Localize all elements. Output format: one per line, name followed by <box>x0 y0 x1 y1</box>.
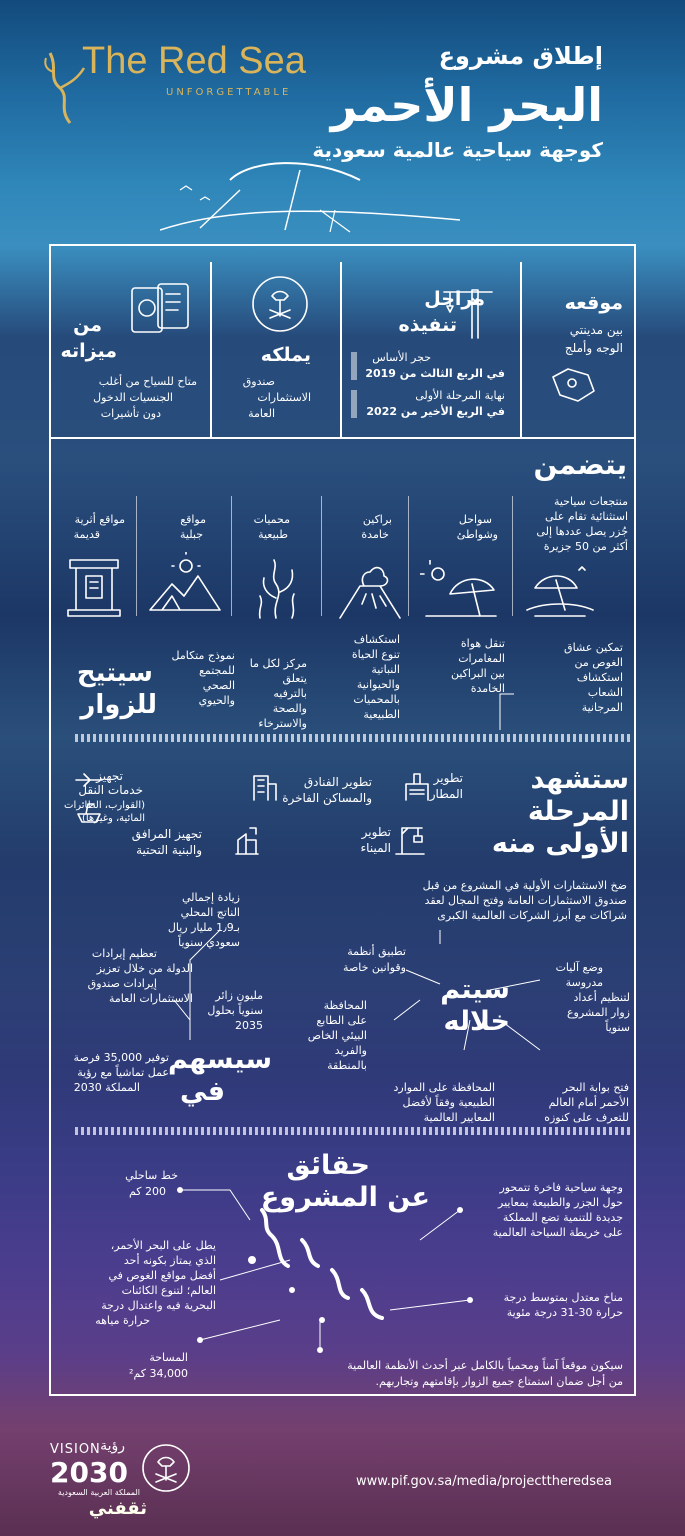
through-item-3-line-5: سنوياً <box>605 1021 630 1034</box>
contribute-title-2: في <box>180 1076 225 1107</box>
visitor-item-1-line-1: تمكين عشاق <box>564 641 623 654</box>
contribute-item-4-line-1: توفير 35,000 فرصة <box>73 1051 169 1064</box>
stage-2-line-2: في الربع الأخير من 2022 <box>366 405 505 418</box>
stage-1-line-1: حجر الأساس <box>372 351 431 364</box>
contribute-item-4-line-3: المملكة 2030 <box>73 1081 140 1094</box>
visitor-item-5-line-1: نموذج متكامل <box>171 649 235 662</box>
airport-line-1: تطوير <box>433 771 463 785</box>
include-col-6-label-1: مواقع أثرية <box>74 513 125 526</box>
top-col-divider-2 <box>340 262 342 438</box>
contribute-item-3-line-3: 2035 <box>235 1019 263 1032</box>
visitor-item-5-line-2: للمجتمع <box>199 664 235 677</box>
stage-2-line-1: نهاية المرحلة الأولى <box>415 389 505 402</box>
visitor-item-4-line-1: مركز لكل ما <box>249 657 307 670</box>
through-item-4-line-4: والفريد <box>334 1044 367 1057</box>
features-title-2: ميزاته <box>60 340 117 362</box>
include-sep-3 <box>321 496 322 616</box>
include-col-3-label-2: خامدة <box>361 528 389 541</box>
owner-text-1: صندوق <box>242 375 275 388</box>
contribute-item-2-line-3: إيرادات صندوق <box>87 977 157 990</box>
transport-line-1: تجهيز <box>96 769 123 783</box>
fact-redsea-line-3: أفضل مواقع الغوص في <box>108 1269 216 1282</box>
fact-redsea-line-2: الذي يمتاز بكونه أحد <box>123 1254 216 1267</box>
visitor-item-4-line-3: بالترفيه <box>273 687 307 700</box>
stage-bar-2 <box>351 390 357 418</box>
include-sep-1 <box>512 496 513 616</box>
fact-redsea-line-4: العالم؛ لتنوع الكائنات <box>121 1284 216 1297</box>
include-sep-4 <box>231 496 232 616</box>
includes-title: يتضمن <box>533 448 627 481</box>
features-title-1: من <box>73 314 102 336</box>
stages-title-1: مراحل <box>424 288 485 310</box>
visitor-item-3-line-4: والحيوانية <box>356 678 400 691</box>
visitor-item-3-line-3: النباتية <box>371 663 400 676</box>
beach-umbrella-icon <box>420 560 500 620</box>
through-item-1-line-1: ضخ الاستثمارات الأولية في المشروع من قبل <box>422 879 627 892</box>
through-item-3-line-2: مدروسة <box>565 976 603 989</box>
fact-climate-line-1: مناخ معتدل بمتوسط درجة <box>503 1291 623 1304</box>
fact-security-line-2: من أجل ضمان استمتاع جميع الزوار بإقامتهم وتجاربهم. <box>375 1375 623 1388</box>
contribute-title-1: سيسهم <box>167 1044 272 1075</box>
through-item-3-line-3: لتنظيم أعداد <box>573 991 630 1004</box>
stages-title-2: تنفيذه <box>398 314 457 336</box>
include-col-3-label-1: براكين <box>362 513 392 526</box>
port-line-1: تطوير <box>361 825 391 839</box>
contribute-item-3-line-2: سنوياً بحلول <box>207 1004 263 1017</box>
airport-icon <box>402 770 432 802</box>
through-connector-lines <box>380 930 560 1070</box>
transport-line-4: المائية، وغيرها) <box>81 813 145 824</box>
through-item-3-line-1: وضع آليات <box>555 961 603 974</box>
features-text-1: متاح للسياح من أغلب <box>98 375 197 388</box>
contribute-item-1-line-4: سعودي سنوياً <box>178 936 240 949</box>
vision-ar: رؤية <box>100 1438 125 1454</box>
infra-line-2: والبنية التحتية <box>136 843 202 857</box>
saudi-map-pin-icon <box>548 365 598 405</box>
pif-footer-emblem-icon <box>140 1442 192 1494</box>
fact-security-line-1: سيكون موقعاً آمناً ومحمياً بالكامل عبر أحدث الأنظمة العالمية <box>347 1359 623 1372</box>
through-item-2-line-2: وقوانين خاصة <box>343 961 406 974</box>
visitor-item-3-line-6: الطبيعية <box>363 708 400 721</box>
location-text-1: بين مدينتي <box>569 323 623 337</box>
vision-year: 2030 <box>50 1456 128 1489</box>
owner-text-3: العامة <box>248 407 275 420</box>
visitors-title-1: سيتيح <box>76 658 153 688</box>
port-line-2: الميناء <box>360 841 391 855</box>
through-item-6-line-2: الأحمر أمام العالم <box>548 1096 629 1109</box>
include-col-1-label-2: استثنائية تقام على <box>544 510 628 523</box>
fact-area-line-2: 34,000 كم² <box>129 1367 188 1380</box>
hotels-line-2: والمساكن الفاخرة <box>282 791 372 805</box>
include-col-4-label-1: محميات <box>253 513 290 526</box>
include-col-4-label-2: طبيعية <box>258 528 288 541</box>
through-item-6-line-1: فتح بوابة البحر <box>562 1081 629 1094</box>
location-text-2: الوجه وأملج <box>564 341 623 355</box>
contribute-item-2-line-2: الدولة من خلال تعزيز <box>96 962 193 975</box>
stage-1-line-2: في الربع الثالث من 2019 <box>365 367 505 380</box>
visitor-item-4-line-4: والصحة <box>272 702 307 715</box>
vision-sub: المملكة العربية السعودية <box>57 1488 140 1497</box>
include-col-1-label-4: أكثر من 50 جزيرة <box>543 540 628 553</box>
top-col-divider-3 <box>210 262 212 438</box>
transport-line-3: (القوارب، الطائرات <box>64 800 145 811</box>
contribute-item-1-line-1: زيادة إجمالي <box>182 891 240 904</box>
through-item-4-line-3: البيئي الخاص <box>307 1029 367 1042</box>
passport-icon <box>128 282 192 342</box>
mountains-icon <box>148 552 222 616</box>
visitors-title-2: للزوار <box>80 690 157 720</box>
include-col-1-label-3: جُزر يصل عددها إلى <box>536 525 628 538</box>
visitor-item-4-line-5: والاسترخاء <box>258 717 307 730</box>
contribute-item-2-line-1: تعظيم إيرادات <box>91 947 157 960</box>
include-col-1-label-1: منتجعات سياحية <box>553 495 628 508</box>
volcano-icon <box>336 556 404 620</box>
visitor-item-1-line-3: استكشاف <box>576 671 623 684</box>
through-item-5-line-1: المحافظة على الموارد <box>393 1081 495 1094</box>
through-item-5-line-2: الطبيعية وفقاً لأفضل <box>402 1096 495 1109</box>
through-item-3-line-4: زوار المشروع <box>566 1006 630 1019</box>
visitor-item-2-line-2: المغامرات <box>458 652 505 665</box>
visitor-item-1-line-5: المرجانية <box>581 701 623 714</box>
contribute-item-4-line-2: عمل تماشياً مع رؤية <box>77 1066 169 1079</box>
watermark: ثقفني <box>88 1498 147 1519</box>
island-umbrella-icon <box>525 562 595 618</box>
header-subtitle: كوجهة سياحية عالمية سعودية <box>312 138 603 162</box>
infra-line-1: تجهيز المرافق <box>131 827 202 841</box>
section-divider-2 <box>75 1127 630 1135</box>
facts-title-2: عن المشروع <box>260 1182 430 1213</box>
through-item-1-line-2: صندوق الاستثمارات العامة وفتح المجال لعقد <box>424 894 627 907</box>
hotels-line-1: تطوير الفنادق <box>303 775 372 789</box>
through-title-1: سيتم <box>440 974 510 1005</box>
owner-title: يملكه <box>260 344 311 366</box>
pif-emblem-icon <box>250 274 310 334</box>
header-kicker: إطلاق مشروع <box>438 42 603 70</box>
visitor-item-2-line-1: تنقل هواة <box>460 637 505 650</box>
fact-luxury-line-3: جديدة للتنمية تضع المملكة <box>502 1211 623 1224</box>
phase1-title-2: المرحلة <box>527 796 629 827</box>
contribute-connector-lines <box>170 930 250 1050</box>
visitor-item-1-line-4: الشعاب <box>587 686 623 699</box>
include-col-2-label-1: سواحل <box>458 513 492 526</box>
through-item-1-line-3: شراكات مع أبرز الشركات العالمية الكبرى <box>437 909 627 922</box>
include-col-2-label-2: وشواطئ <box>456 528 498 541</box>
top-row-divider <box>49 437 636 439</box>
location-title: موقعه <box>564 292 623 314</box>
visitor-item-3-line-2: تنوع الحياة <box>351 648 400 661</box>
contribute-item-1-line-3: بـ1٫9 مليار ريال <box>167 921 240 934</box>
through-item-4-line-5: بالمنطقة <box>327 1059 367 1072</box>
features-text-2: الجنسيات الدخول <box>93 391 173 404</box>
fact-luxury-line-1: وجهة سياحية فاخرة تتمحور <box>499 1181 623 1194</box>
beach-sketch-icon <box>160 150 460 240</box>
include-col-5-label-2: جبلية <box>180 528 203 541</box>
through-title-2: خلاله <box>443 1006 510 1037</box>
contribute-item-1-line-2: الناتج المحلي <box>180 906 240 919</box>
section-divider-1 <box>75 734 630 742</box>
through-item-5-line-3: المعايير العالمية <box>423 1111 495 1124</box>
phase1-title-3: الأولى منه <box>491 828 629 859</box>
include-col-5-label-1: مواقع <box>180 513 206 526</box>
include-sep-5 <box>136 496 137 616</box>
header <box>0 0 685 244</box>
through-item-4-line-2: على الطابع <box>316 1014 367 1027</box>
ancient-ruins-icon <box>66 552 122 618</box>
contribute-item-2-line-4: الاستثمارات العامة <box>109 992 193 1005</box>
visitor-item-4-line-2: يتعلق <box>282 672 307 685</box>
contribute-item-3-line-1: مليون زائر <box>215 989 263 1002</box>
port-crane-icon <box>392 822 428 856</box>
footer-url[interactable]: www.pif.gov.sa/media/projecttheredsea <box>356 1474 612 1489</box>
fact-redsea-line-6: حرارة مياهه <box>95 1314 150 1327</box>
visitor-item-3-line-1: استكشاف <box>353 633 400 646</box>
fact-luxury-line-4: على خريطة السياحة العالمية <box>492 1226 623 1239</box>
fact-luxury-line-2: حول الجزر والطبيعة بمعايير <box>498 1196 623 1209</box>
infrastructure-icon <box>232 824 262 856</box>
seaplane-icon <box>74 770 104 826</box>
fact-climate-line-2: حرارة 30-31 درجة مئوية <box>506 1306 623 1319</box>
fact-redsea-line-1: يطل على البحر الأحمر، <box>110 1239 216 1252</box>
through-item-2-line-1: تطبيق أنظمة <box>347 945 406 958</box>
header-title: البحر الأحمر <box>330 78 603 132</box>
owner-text-2: الاستثمارات <box>257 391 311 404</box>
visitor-item-2-connector <box>486 690 516 734</box>
logo-title: The Red Sea <box>82 40 306 82</box>
features-text-3: دون تأشيرات <box>100 407 161 420</box>
coral-icon <box>250 556 304 620</box>
visitor-item-1-line-2: الغوص من <box>574 656 623 669</box>
fact-area-line-1: المساحة <box>149 1351 188 1364</box>
crane-icon <box>442 284 494 340</box>
through-item-6-line-3: للتعرف على كنوزه <box>544 1111 629 1124</box>
facts-connector-lines <box>170 1180 490 1370</box>
fact-redsea-line-5: البحرية فيه واعتدال درجة <box>101 1299 216 1312</box>
through-item-4-line-1: المحافظة <box>323 999 367 1012</box>
facts-title-1: حقائق <box>286 1150 370 1181</box>
include-sep-2 <box>408 496 409 616</box>
vision-word: VISION <box>50 1442 101 1457</box>
include-col-6-label-2: قديمة <box>73 528 100 541</box>
phase1-title-1: ستشهد <box>530 764 629 795</box>
airport-line-2: المطار <box>429 787 463 801</box>
logo-tagline: UNFORGETTABLE <box>166 87 292 98</box>
stage-bar-1 <box>351 352 357 380</box>
visitor-item-2-line-3: بين البراكين <box>450 667 505 680</box>
fact-coastline-line-2: 200 كم <box>128 1185 166 1198</box>
visitor-item-5-line-3: الصحي <box>202 679 235 692</box>
transport-line-2: خدمات النقل <box>78 783 143 797</box>
fact-coastline-line-1: خط ساحلي <box>125 1169 178 1182</box>
top-col-divider-1 <box>520 262 522 438</box>
visitor-item-5-line-4: والحيوي <box>198 694 235 707</box>
visitor-item-3-line-5: بالمحميات <box>353 693 400 706</box>
hotel-icon <box>250 770 280 802</box>
visitor-item-2-line-4: الخامدة <box>470 682 505 695</box>
